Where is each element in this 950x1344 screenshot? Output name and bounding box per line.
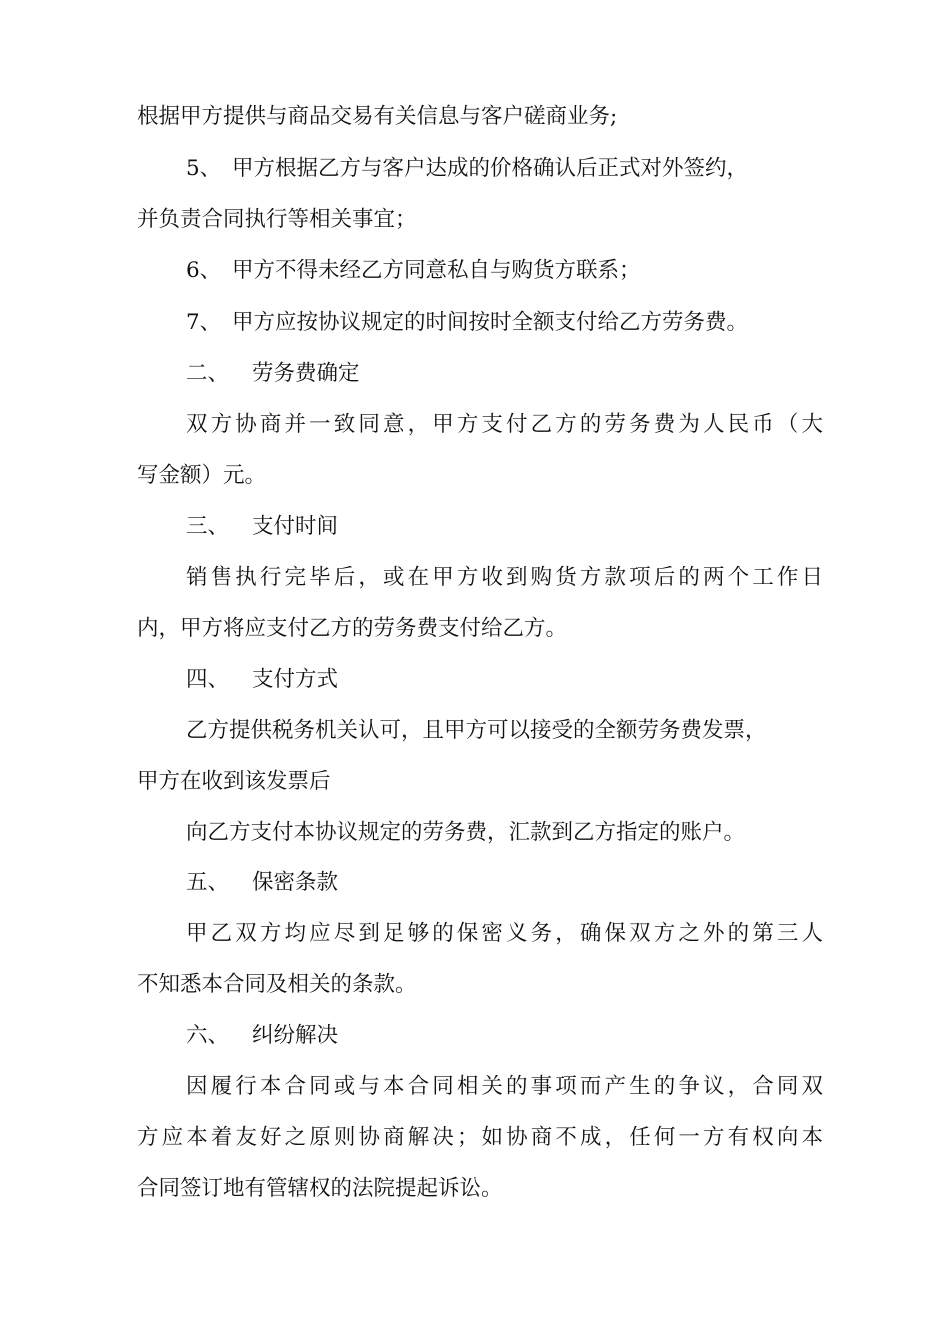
paragraph-line <box>137 969 417 1001</box>
line-text: 乙方提供税务机关认可，且甲方可以接受的全额劳务费发票， <box>186 718 767 743</box>
paragraph-line: 方应本着友好之原则协商解决；如协商不成，任何一方有权向本 <box>137 1125 823 1150</box>
line-text: 根据甲方提供与商品交易有关信息与客户磋商业务; <box>137 104 618 129</box>
list-marker: 5、 <box>186 156 222 181</box>
paragraph-line <box>137 613 567 645</box>
paragraph-line: 甲乙双方均应尽到足够的保密义务，确保双方之外的第三人 <box>186 921 823 946</box>
list-item-5 <box>186 153 748 185</box>
heading-text: 支付时间 <box>252 514 339 539</box>
section-marker: 三、 <box>186 514 230 539</box>
list-item-7 <box>186 307 748 339</box>
line-text: 内，甲方将应支付乙方的劳务费支付给乙方。 <box>137 616 568 641</box>
paragraph-line <box>137 101 617 133</box>
line-text: 合同签订地有管辖权的法院提起诉讼。 <box>137 1176 503 1201</box>
line-text: 甲方根据乙方与客户达成的价格确认后正式对外签约， <box>232 156 749 181</box>
list-marker: 6、 <box>186 258 222 283</box>
paragraph-line <box>137 460 266 492</box>
paragraph-line <box>137 766 331 798</box>
section-heading-4 <box>186 664 338 696</box>
section-marker: 四、 <box>186 667 230 692</box>
line-text: 并负责合同执行等相关事宜； <box>137 207 417 232</box>
paragraph-line: 销售执行完毕后，或在甲方收到购货方款项后的两个工作日 <box>186 565 823 590</box>
section-heading-5 <box>186 867 338 899</box>
paragraph-line <box>137 1173 503 1205</box>
heading-text: 劳务费确定 <box>252 361 360 386</box>
line-text: 向乙方支付本协议规定的劳务费，汇款到乙方指定的账户。 <box>186 820 746 845</box>
line-text: 不知悉本合同及相关的条款。 <box>137 972 417 997</box>
section-marker: 六、 <box>186 1023 230 1048</box>
section-marker: 五、 <box>186 870 230 895</box>
heading-text: 纠纷解决 <box>252 1023 339 1048</box>
section-heading-3 <box>186 511 338 543</box>
section-heading-6 <box>186 1020 338 1052</box>
line-text: 甲方应按协议规定的时间按时全额支付给乙方劳务费。 <box>232 310 749 335</box>
line-text: 写金额）元。 <box>137 463 267 488</box>
heading-text: 支付方式 <box>252 667 339 692</box>
section-heading-2 <box>186 358 360 390</box>
line-text: 甲方不得未经乙方同意私自与购货方联系； <box>232 258 641 283</box>
paragraph-line: 因履行本合同或与本合同相关的事项而产生的争议，合同双 <box>186 1074 823 1099</box>
paragraph-line <box>137 204 417 236</box>
list-marker: 7、 <box>186 310 222 335</box>
paragraph-line <box>186 715 767 747</box>
section-marker: 二、 <box>186 361 230 386</box>
line-text: 甲方在收到该发票后 <box>137 769 331 794</box>
list-item-6 <box>186 255 641 287</box>
paragraph-line <box>186 817 745 849</box>
heading-text: 保密条款 <box>252 870 339 895</box>
paragraph-line: 双方协商并一致同意，甲方支付乙方的劳务费为人民币（大 <box>186 412 823 437</box>
